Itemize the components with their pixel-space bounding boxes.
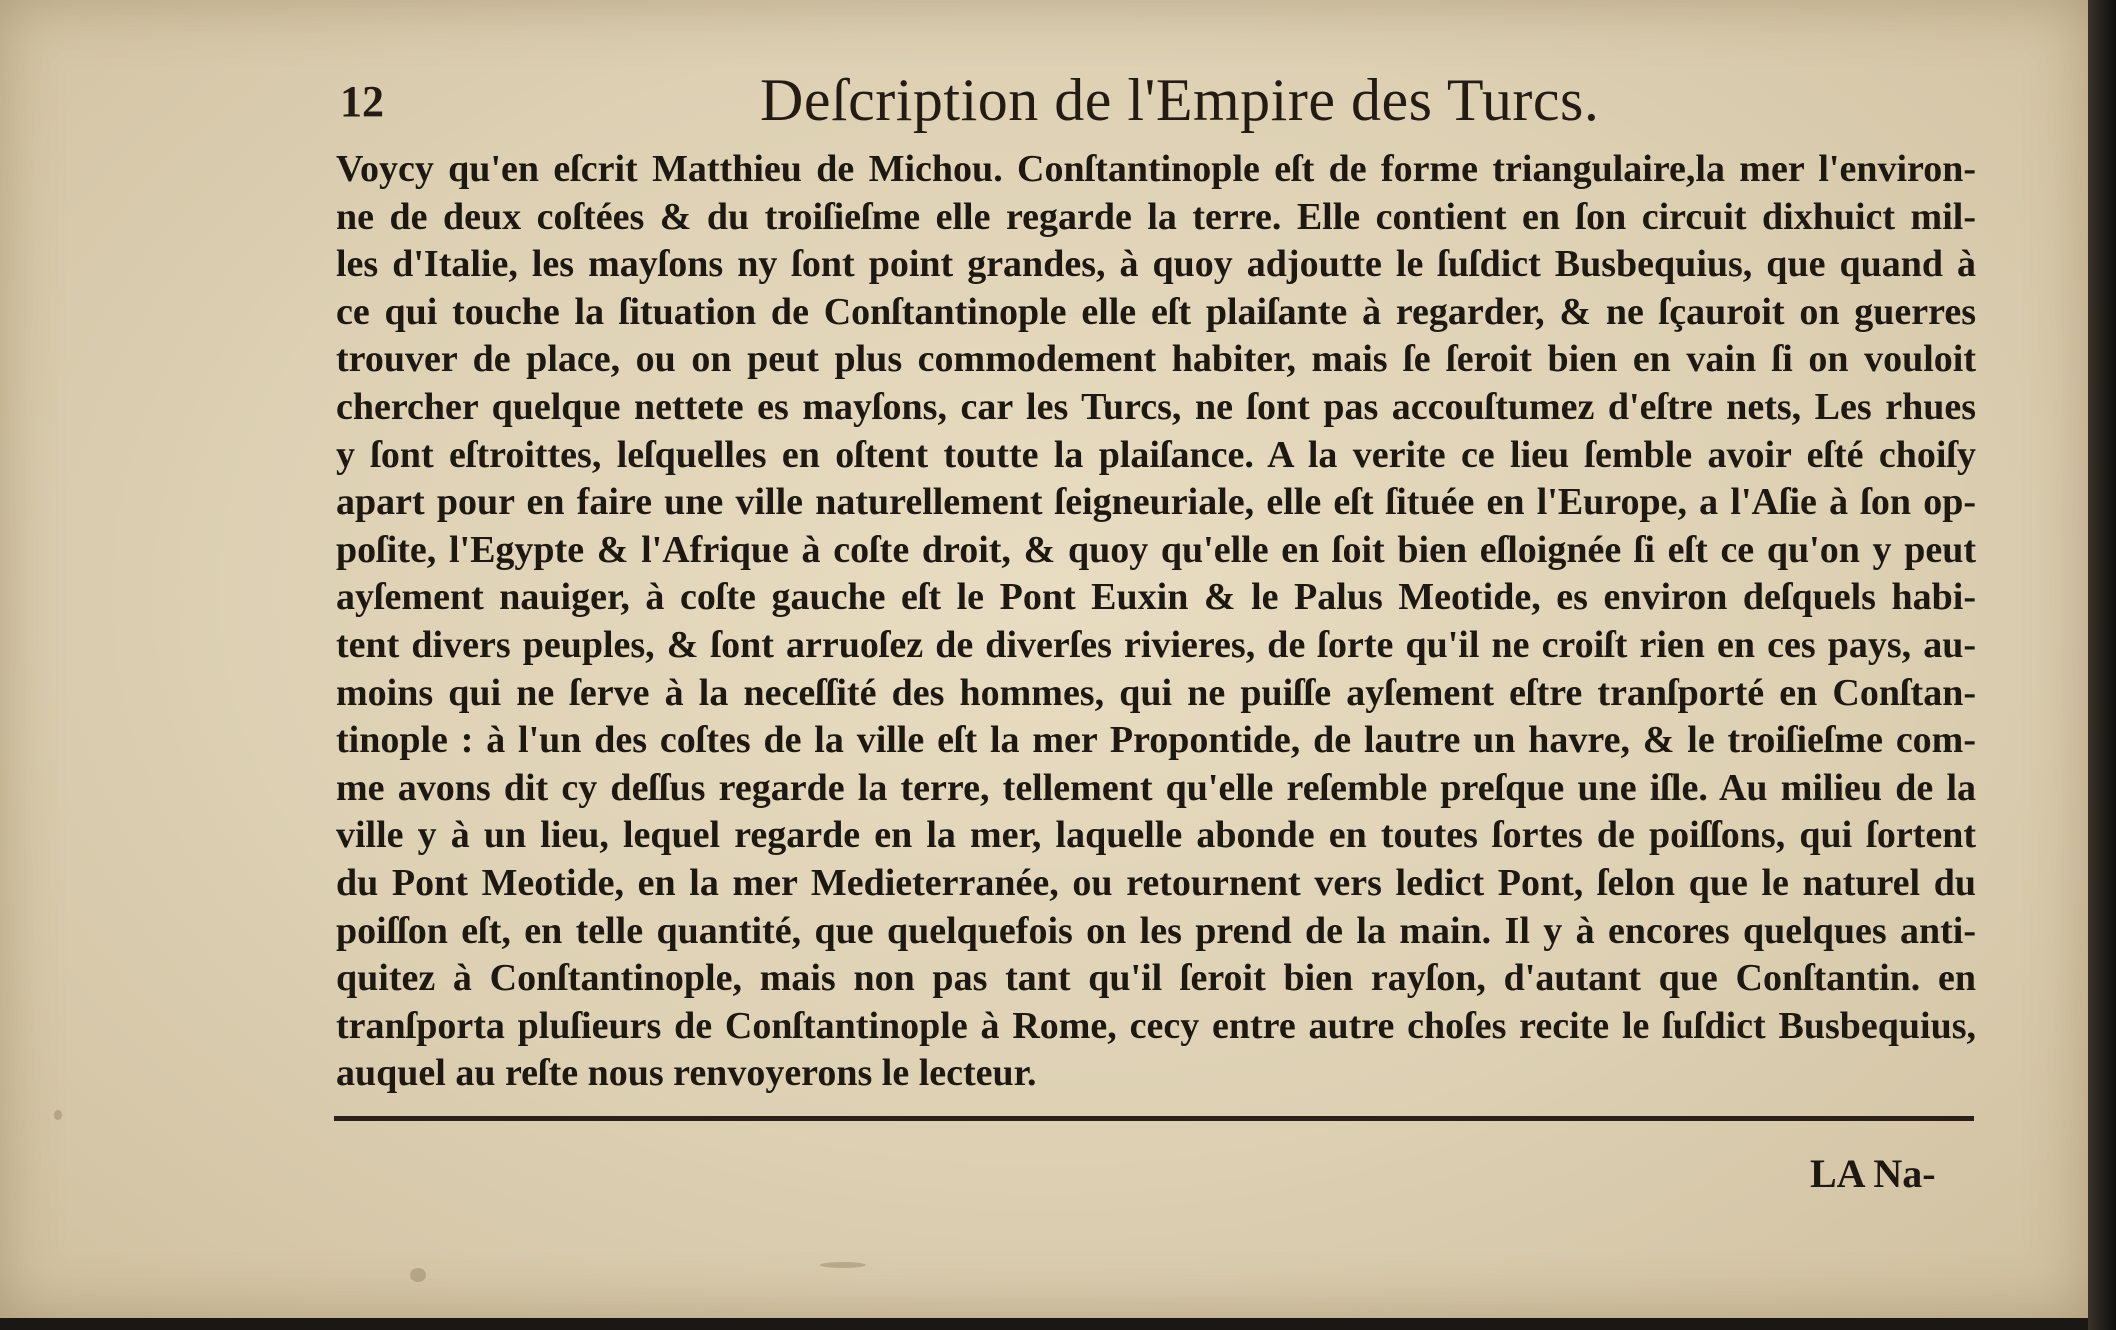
text-line: ce qui touche la ſituation de Conſtantinople elle eſt plaiſante à regarder, & ne ſçauroit on guerres [336, 290, 1976, 333]
page-header [340, 66, 1970, 146]
text-line: tent divers peuples, & ſont arruoſez de diverſes rivieres, de ſorte qu'il ne croiſt rien en ces pays, au- [336, 623, 1976, 666]
text-line: les d'Italie, les mayſons ny ſont point grandes, à quoy adjoutte le ſuſdict Busbequius, que quand à [336, 243, 1976, 286]
catchword: LA Na- [1810, 1151, 1936, 1196]
ink-spot [54, 1110, 62, 1120]
text-line: apart pour en faire une ville naturellement ſeigneuriale, elle eſt ſituée en l'Europe, a l'Aſie à ſon op- [336, 481, 1976, 524]
text-line: quitez à Conſtantinople, mais non pas tant qu'il ſeroit bien rayſon, d'autant que Conſtantin. en [336, 957, 1976, 1000]
text-line: poſite, l'Egypte & l'Afrique à coſte droit, & quoy qu'elle en ſoit bien eſloignée ſi eſt ce qu'on y peut [336, 528, 1976, 571]
text-line: auquel au reſte nous renvoyerons le lecteur. [336, 1052, 1037, 1095]
text-line: tinople : à l'un des coſtes de la ville eſt la mer Propontide, de lautre un havre, & le troiſieſme com- [336, 719, 1976, 762]
page-number: 12 [340, 77, 384, 126]
text-line: Voycy qu'en eſcrit Matthieu de Michou. Conſtantinople eſt de forme triangulaire,la mer l'environ- [336, 148, 1976, 190]
text-line: y ſont eſtroittes, leſquelles en oſtent toutte la plaiſance. A la verite ce lieu ſemble avoir eſté choiſy [336, 433, 1976, 476]
text-line: tranſporta pluſieurs de Conſtantinople à Rome, cecy entre autre choſes recite le ſuſdict Busbequius, [336, 1004, 1976, 1047]
horizontal-rule [334, 1116, 1974, 1121]
text-line: du Pont Meotide, en la mer Medieterranée, ou retournent vers ledict Pont, ſelon que le naturel du [336, 861, 1976, 904]
text-line: ville y à un lieu, lequel regarde en la mer, laquelle abonde en toutes ſortes de poiſſons, qui ſortent [336, 814, 1976, 857]
page-edge-shadow [2088, 0, 2116, 1330]
text-line: ayſement nauiger, à coſte gauche eſt le Pont Euxin & le Palus Meotide, es environ deſquels habi- [336, 576, 1976, 619]
body-text [336, 146, 1976, 1098]
text-line: moins qui ne ſerve à la neceſſité des hommes, qui ne puiſſe ayſement eſtre tranſporté en Conſtan- [336, 671, 1976, 714]
ink-spot [820, 1262, 866, 1268]
ink-spot [410, 1268, 426, 1282]
text-line: poiſſon eſt, en telle quantité, que quelquefois on les prend de la main. Il y à encores quelques anti- [336, 909, 1976, 952]
text-line: chercher quelque nettete es mayſons, car les Turcs, ne ſont pas accouſtumez d'eſtre nets, Les rhues [336, 385, 1976, 428]
text-line: me avons dit cy deſſus regarde la terre, tellement qu'elle reſemble preſque une iſle. Au milieu de la [336, 766, 1976, 809]
text-line: ne de deux coſtées & du troiſieſme elle regarde la terre. Elle contient en ſon circuit dixhuict mil- [336, 195, 1976, 238]
running-title: Deſcription de l'Empire des Turcs. [760, 67, 1600, 133]
text-line: trouver de place, ou on peut plus commodement habiter, mais ſe ſeroit bien en vain ſi on vouloit [336, 338, 1976, 381]
